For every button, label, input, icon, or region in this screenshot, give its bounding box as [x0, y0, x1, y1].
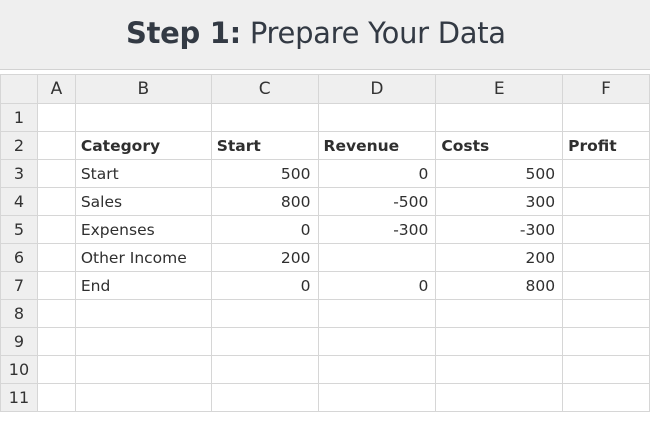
cell-e2[interactable]: Costs [436, 132, 563, 160]
cell-f11[interactable] [563, 384, 650, 412]
cell-c3[interactable]: 500 [211, 160, 318, 188]
grid-row [1, 132, 650, 160]
cell-a3[interactable] [37, 160, 75, 188]
cell-d3[interactable]: 0 [318, 160, 436, 188]
grid-row [1, 384, 650, 412]
cell-c2[interactable]: Start [211, 132, 318, 160]
cell-c9[interactable] [211, 328, 318, 356]
cell-e6[interactable]: 200 [436, 244, 563, 272]
cell-b5[interactable]: Expenses [75, 216, 211, 244]
cell-a4[interactable] [37, 188, 75, 216]
row-header-5[interactable]: 5 [1, 216, 38, 244]
cell-e1[interactable] [436, 104, 563, 132]
cell-b10[interactable] [75, 356, 211, 384]
column-header-c[interactable]: C [211, 75, 318, 104]
cell-a8[interactable] [37, 300, 75, 328]
cell-b1[interactable] [75, 104, 211, 132]
column-header-d[interactable]: D [318, 75, 436, 104]
cell-b8[interactable] [75, 300, 211, 328]
spreadsheet-grid [0, 74, 650, 412]
cell-a9[interactable] [37, 328, 75, 356]
column-header-a[interactable]: A [37, 75, 75, 104]
grid-row [1, 356, 650, 384]
cell-a7[interactable] [37, 272, 75, 300]
grid-row [1, 160, 650, 188]
cell-c7[interactable]: 0 [211, 272, 318, 300]
banner-title-text: Prepare Your Data [240, 16, 506, 50]
cell-c5[interactable]: 0 [211, 216, 318, 244]
banner-title-step: Step 1: [126, 16, 241, 50]
cell-f10[interactable] [563, 356, 650, 384]
cell-c10[interactable] [211, 356, 318, 384]
cell-d11[interactable] [318, 384, 436, 412]
column-header-row [1, 75, 650, 104]
cell-d9[interactable] [318, 328, 436, 356]
grid-row [1, 272, 650, 300]
cell-e3[interactable]: 500 [436, 160, 563, 188]
cell-e8[interactable] [436, 300, 563, 328]
cell-f9[interactable] [563, 328, 650, 356]
cell-b9[interactable] [75, 328, 211, 356]
cell-d8[interactable] [318, 300, 436, 328]
column-header-b[interactable]: B [75, 75, 211, 104]
cell-b11[interactable] [75, 384, 211, 412]
cell-f3[interactable] [563, 160, 650, 188]
cell-a6[interactable] [37, 244, 75, 272]
row-header-9[interactable]: 9 [1, 328, 38, 356]
row-header-1[interactable]: 1 [1, 104, 38, 132]
cell-c4[interactable]: 800 [211, 188, 318, 216]
cell-f7[interactable] [563, 272, 650, 300]
column-header-e[interactable]: E [436, 75, 563, 104]
cell-d10[interactable] [318, 356, 436, 384]
cell-e4[interactable]: 300 [436, 188, 563, 216]
cell-b3[interactable]: Start [75, 160, 211, 188]
cell-a5[interactable] [37, 216, 75, 244]
cell-b4[interactable]: Sales [75, 188, 211, 216]
cell-c11[interactable] [211, 384, 318, 412]
step-banner [0, 0, 650, 70]
row-header-6[interactable]: 6 [1, 244, 38, 272]
column-header-f[interactable]: F [563, 75, 650, 104]
cell-f4[interactable] [563, 188, 650, 216]
cell-e7[interactable]: 800 [436, 272, 563, 300]
grid-row [1, 216, 650, 244]
cell-c8[interactable] [211, 300, 318, 328]
cell-b7[interactable]: End [75, 272, 211, 300]
grid-row [1, 328, 650, 356]
cell-a2[interactable] [37, 132, 75, 160]
cell-f5[interactable] [563, 216, 650, 244]
cell-c6[interactable]: 200 [211, 244, 318, 272]
grid-row [1, 104, 650, 132]
row-header-10[interactable]: 10 [1, 356, 38, 384]
cell-d5[interactable]: -300 [318, 216, 436, 244]
cell-e11[interactable] [436, 384, 563, 412]
row-header-11[interactable]: 11 [1, 384, 38, 412]
cell-b6[interactable]: Other Income [75, 244, 211, 272]
cell-f2[interactable]: Profit [563, 132, 650, 160]
cell-d1[interactable] [318, 104, 436, 132]
cell-d7[interactable]: 0 [318, 272, 436, 300]
cell-a11[interactable] [37, 384, 75, 412]
cell-e5[interactable]: -300 [436, 216, 563, 244]
cell-c1[interactable] [211, 104, 318, 132]
cell-e9[interactable] [436, 328, 563, 356]
grid-row [1, 300, 650, 328]
cell-f8[interactable] [563, 300, 650, 328]
cell-f1[interactable] [563, 104, 650, 132]
cell-d2[interactable]: Revenue [318, 132, 436, 160]
cell-b2[interactable]: Category [75, 132, 211, 160]
banner-title [126, 16, 506, 50]
cell-a1[interactable] [37, 104, 75, 132]
select-all-corner[interactable] [1, 75, 38, 104]
grid-row [1, 244, 650, 272]
row-header-7[interactable]: 7 [1, 272, 38, 300]
cell-d6[interactable] [318, 244, 436, 272]
cell-a10[interactable] [37, 356, 75, 384]
cell-d4[interactable]: -500 [318, 188, 436, 216]
row-header-8[interactable]: 8 [1, 300, 38, 328]
row-header-2[interactable]: 2 [1, 132, 38, 160]
grid-row [1, 188, 650, 216]
row-header-4[interactable]: 4 [1, 188, 38, 216]
row-header-3[interactable]: 3 [1, 160, 38, 188]
cell-e10[interactable] [436, 356, 563, 384]
cell-f6[interactable] [563, 244, 650, 272]
